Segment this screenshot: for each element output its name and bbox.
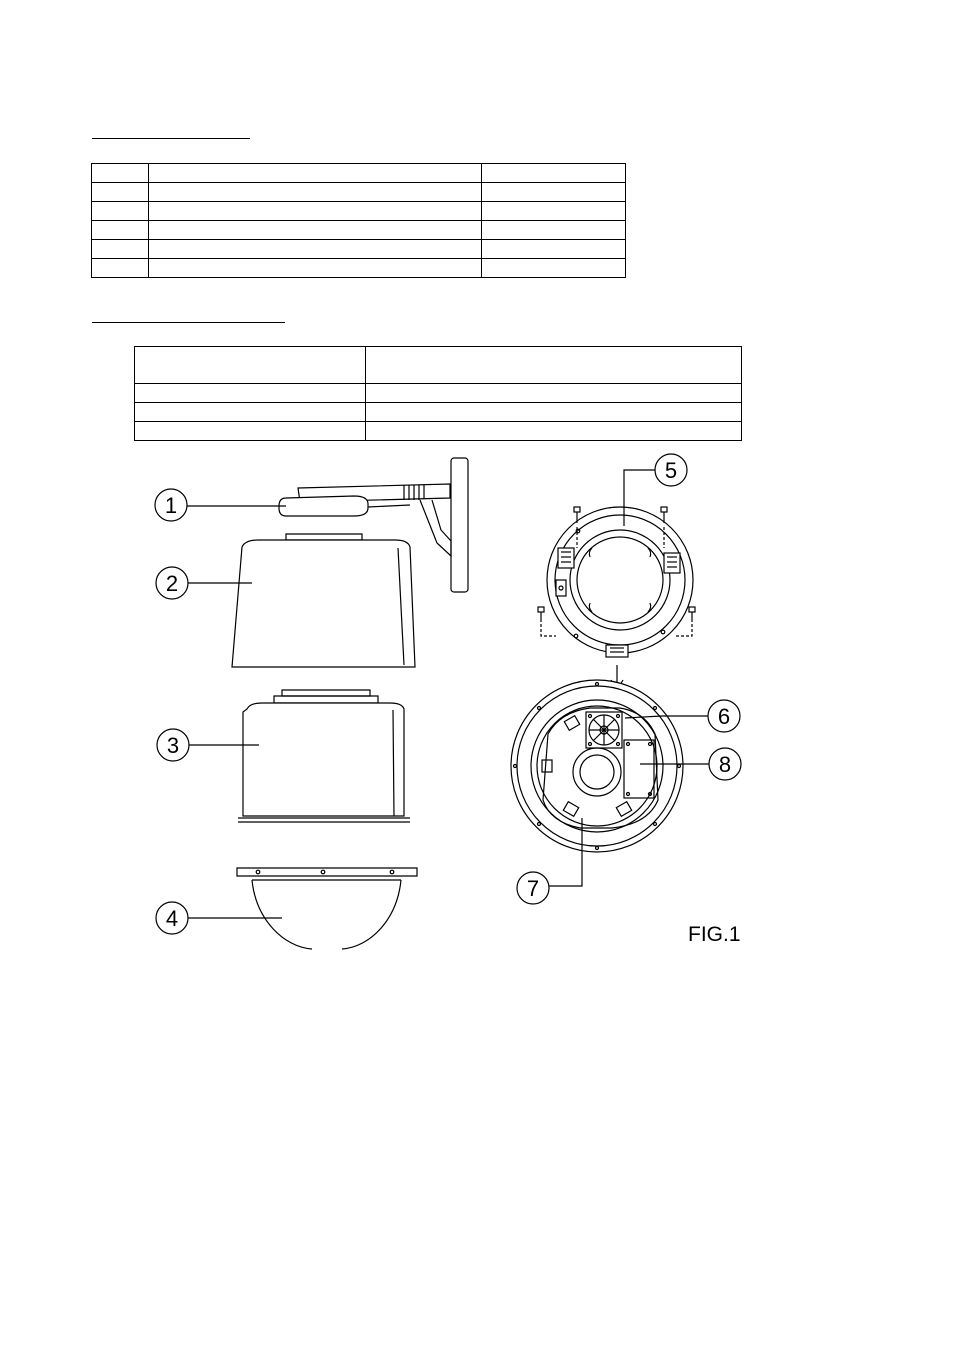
callout-6	[708, 700, 740, 732]
callout-5	[655, 454, 687, 486]
mounting-plate-drawing	[538, 507, 695, 657]
callout-3	[157, 729, 189, 761]
dome-drawing	[237, 868, 417, 949]
svg-text:1: 1	[164, 493, 178, 518]
svg-text:4: 4	[165, 906, 179, 931]
svg-text:2: 2	[165, 571, 179, 596]
svg-text:5: 5	[664, 458, 678, 483]
callout-4	[156, 902, 188, 934]
housing-cover-drawing	[232, 534, 415, 667]
svg-text:7: 7	[526, 876, 540, 901]
svg-text:8: 8	[718, 752, 732, 777]
svg-text:6: 6	[717, 704, 731, 729]
callout-8	[709, 748, 741, 780]
screw-icon	[538, 607, 556, 636]
svg-text:3: 3	[166, 733, 180, 758]
fan-icon	[586, 712, 622, 748]
callout-1	[155, 489, 187, 521]
inner-housing-drawing	[238, 690, 410, 822]
callout-7	[517, 872, 549, 904]
callout-2	[156, 567, 188, 599]
base-assembly-drawing	[511, 680, 683, 852]
figure-caption: FIG.1	[688, 923, 741, 946]
